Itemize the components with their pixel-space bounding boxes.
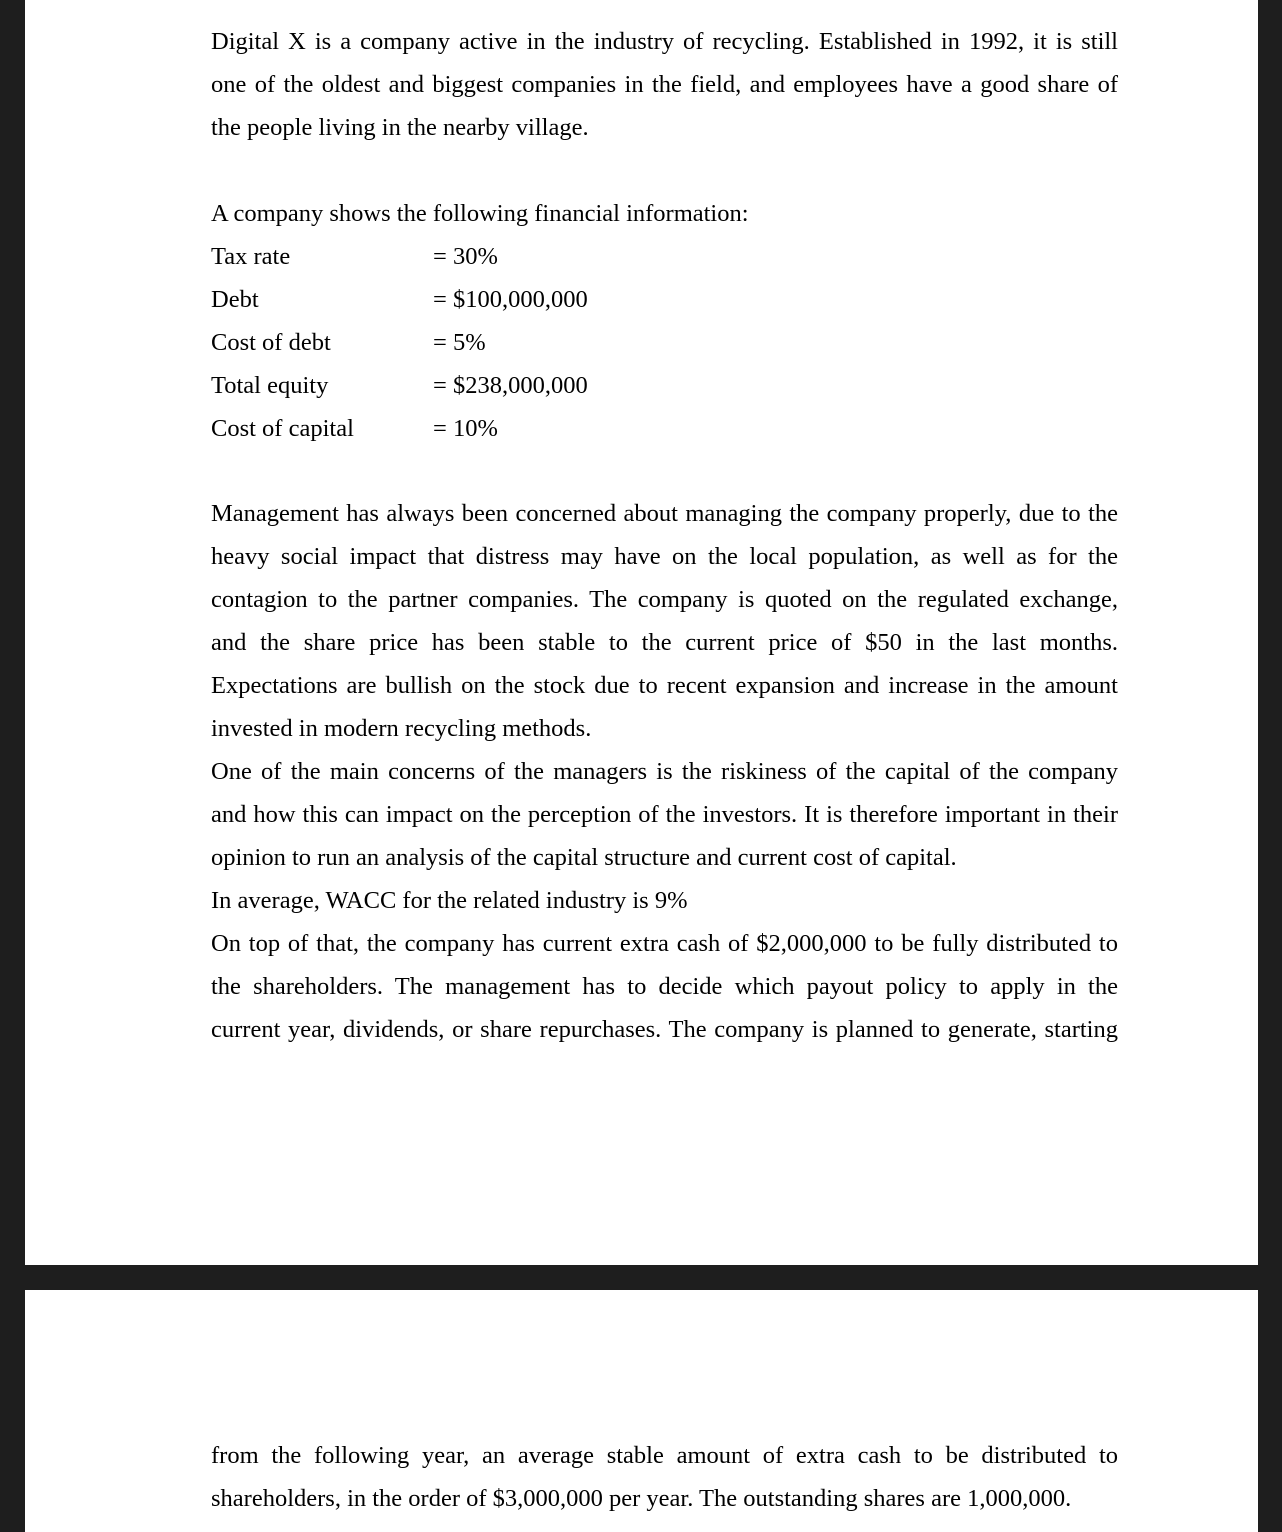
- text-line: invested in modern recycling methods.: [211, 715, 592, 742]
- text-line: contagion to the partner companies. The company is quoted on the regulated exchange,: [211, 586, 1118, 613]
- text-line: shareholders, in the order of $3,000,000 per year. The outstanding shares are 1,000,000.: [211, 1485, 1072, 1512]
- text-line: and the share price has been stable to the current price of $50 in the last months.: [211, 629, 1118, 656]
- continuation-paragraph: [211, 1434, 1118, 1520]
- text-line: the shareholders. The management has to decide which payout policy to apply in the: [211, 973, 1118, 1000]
- financial-value: = 5%: [433, 329, 486, 356]
- text-line: On top of that, the company has current extra cash of $2,000,000 to be fully distributed to: [211, 930, 1118, 957]
- document-page-1: [25, 0, 1258, 1265]
- document-page-2: [25, 1290, 1258, 1532]
- financial-info-table: [211, 235, 711, 450]
- wacc-paragraph: [211, 879, 1118, 922]
- text-line: Expectations are bullish on the stock due to recent expansion and increase in the amount: [211, 672, 1118, 699]
- text-line: from the following year, an average stable amount of extra cash to be distributed to: [211, 1442, 1118, 1469]
- text-line: One of the main concerns of the managers is the riskiness of the capital of the company: [211, 758, 1118, 785]
- company-intro-paragraph: [211, 20, 1118, 149]
- financial-label: Tax rate: [211, 243, 291, 270]
- financial-row: [211, 321, 711, 364]
- financial-info-heading: A company shows the following financial information:: [211, 200, 749, 227]
- text-line: Management has always been concerned about managing the company properly, due to the: [211, 500, 1118, 527]
- text-line: heavy social impact that distress may have on the local population, as well as for the: [211, 543, 1118, 570]
- financial-value: = $100,000,000: [433, 286, 588, 313]
- financial-label: Cost of debt: [211, 329, 331, 356]
- financial-row: [211, 278, 711, 321]
- text-line: current year, dividends, or share repurchases. The company is planned to generate, starting: [211, 1016, 1118, 1043]
- financial-label: Cost of capital: [211, 415, 354, 442]
- text-line: opinion to run an analysis of the capital structure and current cost of capital.: [211, 844, 957, 871]
- financial-row: [211, 235, 711, 278]
- text-line: Digital X is a company active in the industry of recycling. Established in 1992, it is still: [211, 28, 1118, 55]
- financial-label: Debt: [211, 286, 259, 313]
- text-line: the people living in the nearby village.: [211, 114, 589, 141]
- financial-label: Total equity: [211, 372, 329, 399]
- financial-row: [211, 364, 711, 407]
- financial-value: = $238,000,000: [433, 372, 588, 399]
- financial-value: = 30%: [433, 243, 498, 270]
- management-paragraph: [211, 492, 1118, 750]
- text-line: and how this can impact on the perception of the investors. It is therefore important in their: [211, 801, 1118, 828]
- financial-row: [211, 407, 711, 450]
- concerns-paragraph: [211, 750, 1118, 879]
- extra-cash-paragraph: [211, 922, 1118, 1051]
- financial-value: = 10%: [433, 415, 498, 442]
- text-line: one of the oldest and biggest companies in the field, and employees have a good share of: [211, 71, 1118, 98]
- text-line: In average, WACC for the related industry is 9%: [211, 887, 688, 914]
